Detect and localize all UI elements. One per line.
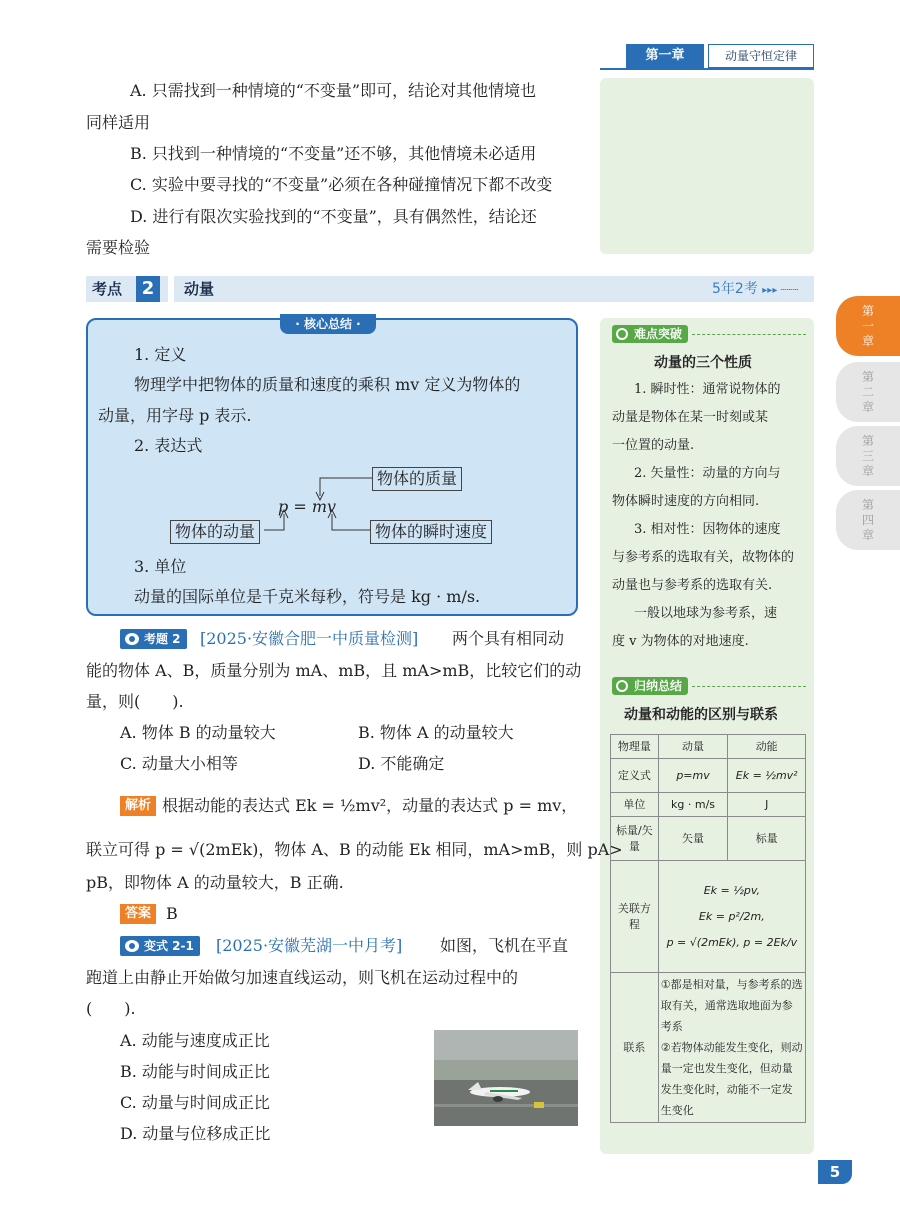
tab-chapter-2[interactable]: 第二章 [836,362,900,422]
option-c: C. 实验中要寻找的“不变量”必须在各种碰撞情况下都不改变 [130,175,553,194]
section-topic: 动量 [184,280,215,298]
difficulty-divider [692,334,806,335]
margin-notes-box-top [600,78,814,254]
relation-note-1: ①都是相对量，与参考系的选取有关，通常选取地面为参考系 [660,978,803,1033]
tab-chapter-4[interactable]: 第四章 [836,490,900,550]
core-heading-definition: 1. 定义 [134,345,187,364]
table-row [611,817,806,861]
difficulty-line3: 一位置的动量. [612,438,695,453]
section-label: 考点 [92,280,123,298]
label-box-velocity: 物体的瞬时速度 [370,520,492,544]
q2-option-a: A. 物体 B 的动量较大 [120,723,276,742]
core-summary-tag: · 核心总结 · [280,314,376,334]
variant-stem-line3: ( ). [86,999,136,1018]
refresh-icon [616,680,628,692]
difficulty-line8: 动量也与参考系的选取有关. [612,578,773,593]
table-cell: kg · m/s [658,793,728,817]
option-b: B. 只找到一种情境的“不变量”还不够，其他情境未必适用 [130,144,537,163]
difficulty-line10: 度 v 为物体的对地速度. [612,634,749,649]
question-source: [2025·安徽合肥一中质量检测] [200,629,419,648]
variant-option-c: C. 动量与时间成正比 [120,1093,270,1112]
relation-note-2: ②若物体动能发生变化，则动量一定也发生变化，但动量发生变化时，动能不一定发生变化 [660,1041,803,1117]
variant-badge: 变式 2-1 [120,936,200,956]
answer-badge: 答案 [120,904,156,924]
table-cell: 关联方程 [611,861,659,973]
relation-formula-1: Ek = ½pv, [703,883,760,897]
table-row [611,793,806,817]
table-cell: 标量 [728,817,806,861]
question-stem-line2: 能的物体 A、B，质量分别为 mA、mB，且 mA>mB，比较它们的动 [86,661,582,680]
connector-mass [320,478,372,496]
table-cell: Ek = ½mv² [728,759,806,793]
variant-option-a: A. 动能与速度成正比 [120,1031,270,1050]
difficulty-title: 动量的三个性质 [654,355,752,371]
difficulty-line6: 3. 相对性：因物体的速度 [634,522,781,537]
relation-formula-3: p = √(2mEk), p = 2Ek/v [666,935,798,949]
option-a-line2: 同样适用 [86,113,151,132]
table-cell: 联系 [611,973,659,1123]
variant-source: [2025·安徽芜湖一中月考] [216,936,403,955]
question-badge: 考题 2 [120,629,187,649]
summary-label: 归纳总结 [612,677,688,695]
table-cell [658,861,805,973]
question-stem-line1: 两个具有相同动 [452,629,565,648]
connector-velocity [332,514,370,530]
tab-chapter-1[interactable]: 第一章 [836,296,900,356]
answer-value: B [166,904,178,923]
variant-option-d: D. 动量与位移成正比 [120,1124,271,1143]
variant-option-b: B. 动能与时间成正比 [120,1062,270,1081]
eye-icon [125,940,139,952]
analysis-line1: 根据动能的表达式 Ek = ½mv²，动量的表达式 p = mv， [162,796,578,815]
difficulty-line1: 1. 瞬时性：通常说物体的 [634,382,781,397]
difficulty-line9: 一般以地球为参考系，速 [634,606,778,621]
table-row [611,759,806,793]
header-rule [600,68,814,70]
chapter-header [626,44,814,68]
difficulty-label: 难点突破 [612,325,688,343]
eye-icon [125,633,139,645]
analysis-line2: 联立可得 p = √(2mEk)，物体 A、B 的动能 Ek 相同，mA>mB，则 pA> [86,840,623,859]
option-d-line2: 需要检验 [86,238,151,257]
analysis-badge: 解析 [120,796,156,816]
table-cell: 动量 [658,735,728,759]
table-cell: 矢量 [658,817,728,861]
chapter-title: 动量守恒定律 [708,44,814,68]
core-definition-line1: 物理学中把物体的质量和速度的乘积 mv 定义为物体的 [134,375,521,394]
core-heading-expression: 2. 表达式 [134,436,203,455]
table-cell [658,973,805,1123]
question-stem-line3: 量，则( ). [86,692,184,711]
relation-formula-2: Ek = p²/2m, [698,909,765,923]
table-cell: 标量/矢量 [611,817,659,861]
table-cell: 动能 [728,735,806,759]
page-number: 5 [818,1160,852,1184]
table-cell: p=mv [658,759,728,793]
table-cell: 定义式 [611,759,659,793]
summary-divider [692,686,806,687]
formula-p-mv: p = mv [278,497,337,516]
q2-option-d: D. 不能确定 [358,754,445,773]
core-unit-text: 动量的国际单位是千克米每秒，符号是 kg · m/s. [134,587,481,606]
section-separator [168,276,174,302]
tab-chapter-3[interactable]: 第三章 [836,426,900,486]
q2-option-c: C. 动量大小相等 [120,754,238,773]
difficulty-line7: 与参考系的选取有关，故物体的 [612,550,795,565]
table-cell: 物理量 [611,735,659,759]
variant-stem-line2: 跑道上由静止开始做匀加速直线运动，则飞机在运动过程中的 [86,968,519,987]
difficulty-line2: 动量是物体在某一时刻或某 [612,410,769,425]
label-box-mass: 物体的质量 [372,467,462,491]
comparison-table [610,734,806,1123]
variant-stem-line1: 如图，飞机在平直 [440,936,569,955]
difficulty-line4: 2. 矢量性：动量的方向与 [634,466,781,481]
label-box-momentum: 物体的动量 [170,520,260,544]
section-number: 2 [136,276,160,302]
table-cell: J [728,793,806,817]
gear-icon [616,328,628,340]
table-row [611,861,806,973]
difficulty-line5: 物体瞬时速度的方向相同. [612,494,760,509]
core-definition-line2: 动量，用字母 p 表示. [98,406,252,425]
analysis-line3: pB，即物体 A 的动量较大，B 正确. [86,873,344,892]
table-row [611,735,806,759]
q2-option-b: B. 物体 A 的动量较大 [358,723,514,742]
option-d-line1: D. 进行有限次实验找到的“不变量”，具有偶然性，结论还 [130,207,537,226]
core-heading-unit: 3. 单位 [134,557,187,576]
table-row [611,973,806,1123]
option-a-line1: A. 只需找到一种情境的“不变量”即可，结论对其他情境也 [130,81,537,100]
section-frequency: 5年2考 ▸▸▸ ┄┄┄ [712,281,799,297]
summary-title: 动量和动能的区别与联系 [624,707,778,723]
table-cell: 单位 [611,793,659,817]
chapter-label: 第一章 [626,44,704,68]
airplane-photo [434,1030,578,1126]
